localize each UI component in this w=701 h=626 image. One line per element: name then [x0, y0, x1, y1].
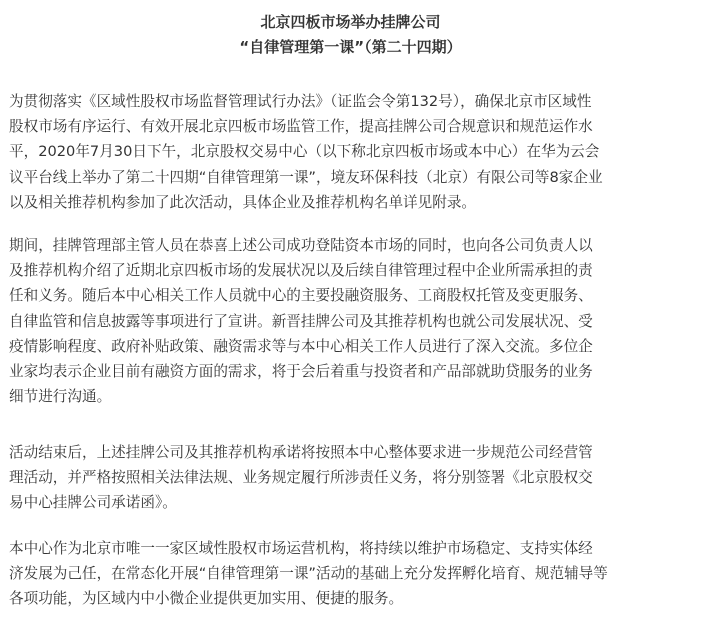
article-title — [0, 10, 701, 60]
paragraph-commitment — [9, 440, 692, 516]
paragraph-line: 业家均表示企业目前有融资方面的需求，将于会后着重与投资者和产品部就助贷服务的业务 — [9, 363, 593, 381]
paragraph-line: 以及相关推荐机构参加了此次活动，具体企业及推荐机构名单详见附录。 — [9, 193, 477, 211]
paragraph-intro — [9, 89, 692, 215]
title-line-2: “自律管理第一课”（第二十四期） — [239, 38, 462, 56]
paragraph-line: 本中心作为北京市唯一一家区域性股权市场运营机构，将持续以维护市场稳定、支持实体经 — [9, 540, 593, 557]
paragraph-line: 为贯彻落实《区域性股权市场监督管理试行办法》（证监会令第132号），确保北京市区域性 — [9, 93, 592, 110]
paragraph-line: 各项功能，为区域内中小微企业提供更加实用、便捷的服务。 — [9, 590, 404, 608]
paragraph-line: 议平台线上举办了第二十四期“自律管理第一课”，境友环保科技（北京）有限公司等8家企业 — [9, 168, 603, 186]
paragraph-line: 理活动，并严格按照相关法律法规、业务规定履行所涉责任义务，将分别签署《北京股权交 — [9, 469, 593, 487]
paragraph-line: 疫情影响程度、政府补贴政策、融资需求等与本中心相关工作人员进行了深入交流。多位企 — [9, 337, 593, 355]
paragraph-conclusion — [9, 536, 692, 612]
paragraph-line: 易中心挂牌公司承诺函》。 — [9, 494, 177, 512]
paragraph-line: 自律监管和信息披露等事项进行了宣讲。新晋挂牌公司及其推荐机构也就公司发展状况、受 — [9, 312, 593, 330]
paragraph-line: 股权市场有序运行、有效开展北京四板市场监管工作，提高挂牌公司合规意识和规范运作水 — [9, 118, 593, 136]
paragraph-line: 期间，挂牌管理部主管人员在恭喜上述公司成功登陆资本市场的同时，也向各公司负责人以 — [9, 237, 593, 254]
title-line-1: 北京四板市场举办挂牌公司 — [260, 13, 441, 31]
paragraph-line: 活动结束后，上述挂牌公司及其推荐机构承诺将按照本中心整体要求进一步规范公司经营管 — [9, 444, 593, 461]
paragraph-line: 济发展为己任，在常态化开展“自律管理第一课”活动的基础上充分发挥孵化培育、规范辅导等 — [9, 565, 608, 583]
paragraph-meeting — [9, 233, 692, 409]
paragraph-line: 细节进行沟通。 — [9, 388, 112, 406]
paragraph-line: 平，2020年7月30日下午，北京股权交易中心（以下称北京四板市场或本中心）在华为云会 — [9, 143, 600, 161]
paragraph-line: 任和义务。随后本中心相关工作人员就中心的主要投融资服务、工商股权托管及变更服务、 — [9, 287, 593, 305]
paragraph-line: 及推荐机构介绍了近期北京四板市场的发展状况以及后续自律管理过程中企业所需承担的责 — [9, 262, 593, 280]
